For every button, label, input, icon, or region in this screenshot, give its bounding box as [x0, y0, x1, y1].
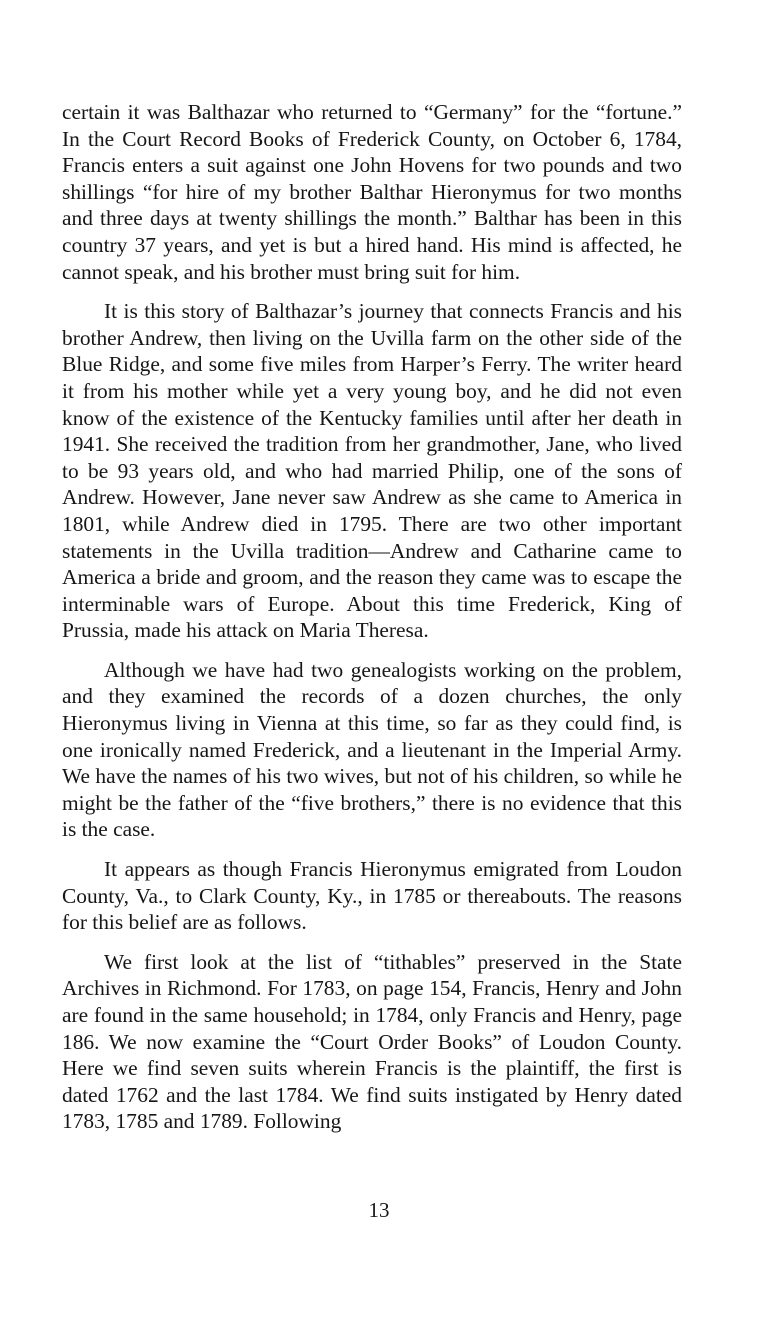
body-text: [62, 99, 682, 1148]
paragraph-3: Although we have had two genealogists working on the problem, and they examined the records of a dozen churches, the only Hieronymus living in Vienna at this time, so far as they could find, is one ironically named Frederick, and a lieutenant in the Imperial Army. We have the names of his two wives, but not of his children, so while he might be the father of the “five brothers,” there is no evidence that this is the case.: [62, 657, 682, 842]
paragraph-2: It is this story of Balthazar’s journey that connects Francis and his brother Andrew, then living on the Uvilla farm on the other side of the Blue Ridge, and some five miles from Harper’s Ferry. The writer heard it from his mother while yet a very young boy, and he did not even know of the existence of the Kentucky families until after her death in 1941. She received the tradition from her grandmother, Jane, who lived to be 93 years old, and who had married Philip, one of the sons of Andrew. However, Jane never saw Andrew as she came to America in 1801, while Andrew died in 1795. There are two other important statements in the Uvilla tradition—Andrew and Catharine came to America a bride and groom, and the reason they came was to escape the interminable wars of Europe. About this time Frederick, King of Prussia, made his attack on Maria Theresa.: [62, 299, 682, 643]
page-number: 13: [368, 1198, 390, 1222]
paragraph-4: It appears as though Francis Hieronymus emigrated from Loudon County, Va., to Clark County, Ky., in 1785 or thereabouts. The reasons for this belief are as follows.: [62, 857, 682, 935]
paragraph-1: certain it was Balthazar who returned to “Germany” for the “fortune.” In the Court Record Books of Frederick County, on October 6, 1784, Francis enters a suit against one John Hovens for two pounds and two shillings “for hire of my brother Balthar Hieronymus for two months and three days at twenty shillings the month.” Balthar has been in this country 37 years, and yet is but a hired hand. His mind is affected, he cannot speak, and his brother must bring suit for him.: [62, 100, 682, 284]
paragraph-5: We first look at the list of “tithables” preserved in the State Archives in Richmond. For 1783, on page 154, Francis, Henry and John are found in the same household; in 1784, only Francis and Henry, page 186. We now examine the “Court Order Books” of Loudon County. Here we find seven suits wherein Francis is the plaintiff, the first is dated 1762 and the last 1784. We find suits instigated by Henry dated 1783, 1785 and 1789. Following: [62, 949, 682, 1134]
